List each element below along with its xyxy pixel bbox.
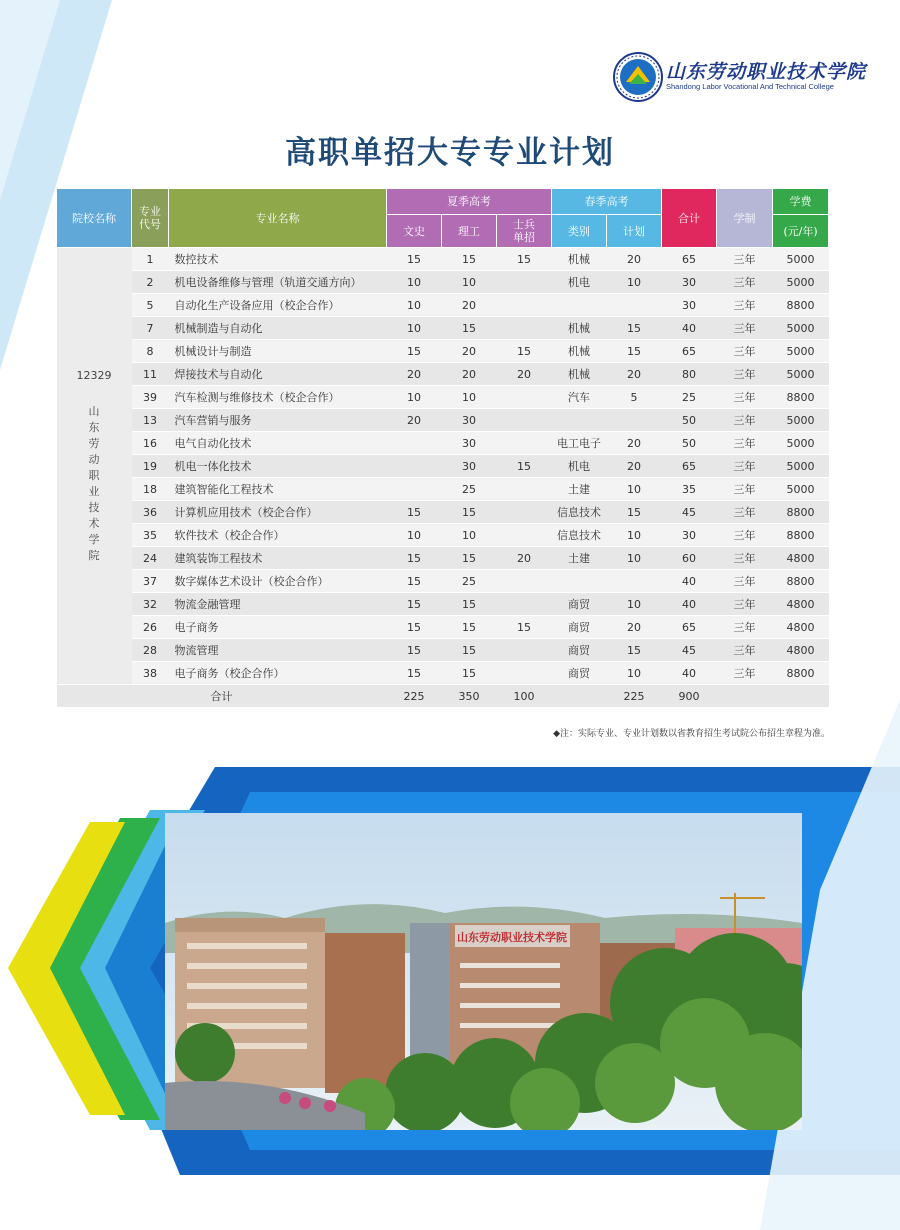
header-years: 学制 (717, 189, 773, 248)
cell-soldier (497, 501, 552, 524)
table-body (57, 248, 829, 708)
cell-years: 三年 (717, 340, 773, 363)
cell-arts: 20 (387, 409, 442, 432)
cell-soldier (497, 271, 552, 294)
cell-name: 机电设备维修与管理（轨道交通方向） (169, 271, 387, 294)
cell-name: 建筑智能化工程技术 (169, 478, 387, 501)
header-fee: 学费 (773, 189, 829, 215)
cell-category: 汽车 (552, 386, 607, 409)
table-row (57, 616, 829, 639)
table-row (57, 524, 829, 547)
cell-total: 65 (662, 340, 717, 363)
cell-science: 10 (442, 386, 497, 409)
cell-arts: 15 (387, 248, 442, 271)
cell-name: 机械制造与自动化 (169, 317, 387, 340)
cell-science: 30 (442, 409, 497, 432)
cell-total: 30 (662, 524, 717, 547)
cell-arts: 15 (387, 547, 442, 570)
cell-years: 三年 (717, 639, 773, 662)
cell-name: 数字媒体艺术设计（校企合作） (169, 570, 387, 593)
cell-plan (607, 409, 662, 432)
header-summer-arts: 文史 (387, 215, 442, 248)
cell-plan: 15 (607, 501, 662, 524)
cell-arts (387, 478, 442, 501)
cell-plan: 15 (607, 639, 662, 662)
cell-code: 7 (132, 317, 169, 340)
header-spring-plan: 计划 (607, 215, 662, 248)
cell-category: 机械 (552, 340, 607, 363)
cell-category (552, 409, 607, 432)
cell-fee: 5000 (773, 340, 829, 363)
cell-years: 三年 (717, 570, 773, 593)
school-cell (57, 248, 132, 685)
cell-category: 土建 (552, 478, 607, 501)
cell-fee: 5000 (773, 478, 829, 501)
cell-science: 15 (442, 616, 497, 639)
table-row (57, 478, 829, 501)
cell-soldier: 15 (497, 455, 552, 478)
cell-plan: 10 (607, 593, 662, 616)
cell-plan: 20 (607, 363, 662, 386)
cell-soldier: 15 (497, 616, 552, 639)
cell-code: 13 (132, 409, 169, 432)
cell-total: 30 (662, 294, 717, 317)
cell-name: 汽车检测与维修技术（校企合作） (169, 386, 387, 409)
total-soldier: 100 (497, 685, 552, 708)
cell-soldier (497, 570, 552, 593)
cell-soldier: 15 (497, 340, 552, 363)
cell-name: 物流金融管理 (169, 593, 387, 616)
campus-photo (165, 813, 802, 1130)
cell-category: 机械 (552, 248, 607, 271)
cell-name: 软件技术（校企合作） (169, 524, 387, 547)
cell-years: 三年 (717, 616, 773, 639)
cell-science: 15 (442, 501, 497, 524)
total-empty (773, 685, 829, 708)
cell-arts: 15 (387, 593, 442, 616)
header-total: 合计 (662, 189, 717, 248)
cell-code: 24 (132, 547, 169, 570)
total-plan: 225 (607, 685, 662, 708)
header-spring: 春季高考 (552, 189, 662, 215)
total-arts: 225 (387, 685, 442, 708)
cell-total: 45 (662, 639, 717, 662)
cell-category: 机电 (552, 271, 607, 294)
cell-science: 25 (442, 478, 497, 501)
total-label: 合计 (57, 685, 387, 708)
cell-soldier: 20 (497, 547, 552, 570)
cell-soldier (497, 524, 552, 547)
major-plan-table (56, 188, 829, 708)
cell-name: 建筑装饰工程技术 (169, 547, 387, 570)
cell-category: 商贸 (552, 662, 607, 685)
cell-code: 26 (132, 616, 169, 639)
cell-name: 数控技术 (169, 248, 387, 271)
page-title: 高职单招大专专业计划 (285, 135, 615, 171)
cell-science: 15 (442, 317, 497, 340)
header-summer: 夏季高考 (387, 189, 552, 215)
table-row (57, 271, 829, 294)
cell-fee: 4800 (773, 639, 829, 662)
cell-plan: 20 (607, 248, 662, 271)
cell-arts: 15 (387, 570, 442, 593)
total-empty (717, 685, 773, 708)
cell-years: 三年 (717, 409, 773, 432)
table-row (57, 248, 829, 271)
cell-years: 三年 (717, 317, 773, 340)
cell-arts (387, 455, 442, 478)
cell-code: 37 (132, 570, 169, 593)
cell-name: 电子商务 (169, 616, 387, 639)
cell-arts: 10 (387, 271, 442, 294)
cell-fee: 5000 (773, 455, 829, 478)
table-row (57, 570, 829, 593)
college-name-cn: 山东劳动职业技术学院 (666, 61, 867, 83)
table-row (57, 294, 829, 317)
cell-name: 计算机应用技术（校企合作） (169, 501, 387, 524)
cell-category: 电工电子 (552, 432, 607, 455)
cell-plan: 15 (607, 317, 662, 340)
header-code-label: 专业代号 (139, 205, 161, 231)
cell-plan (607, 570, 662, 593)
cell-fee: 4800 (773, 547, 829, 570)
cell-fee: 4800 (773, 593, 829, 616)
cell-category: 机械 (552, 317, 607, 340)
cell-code: 16 (132, 432, 169, 455)
cell-soldier: 20 (497, 363, 552, 386)
totals-row (57, 685, 829, 708)
header-fee-unit: (元/年) (773, 215, 829, 248)
cell-name: 机械设计与制造 (169, 340, 387, 363)
cell-total: 50 (662, 432, 717, 455)
cell-years: 三年 (717, 432, 773, 455)
cell-science: 10 (442, 271, 497, 294)
cell-name: 电气自动化技术 (169, 432, 387, 455)
cell-code: 5 (132, 294, 169, 317)
cell-total: 65 (662, 616, 717, 639)
cell-code: 28 (132, 639, 169, 662)
cell-code: 19 (132, 455, 169, 478)
cell-soldier (497, 317, 552, 340)
cell-plan: 20 (607, 455, 662, 478)
cell-soldier (497, 294, 552, 317)
cell-arts: 15 (387, 340, 442, 363)
campus-photo-illustration (165, 813, 802, 1130)
cell-code: 11 (132, 363, 169, 386)
header-summer-soldier (497, 215, 552, 248)
cell-fee: 5000 (773, 409, 829, 432)
cell-code: 36 (132, 501, 169, 524)
cell-name: 焊接技术与自动化 (169, 363, 387, 386)
cell-years: 三年 (717, 294, 773, 317)
cell-fee: 8800 (773, 501, 829, 524)
college-logo-icon (613, 52, 663, 102)
cell-category: 信息技术 (552, 524, 607, 547)
cell-soldier (497, 386, 552, 409)
cell-plan (607, 294, 662, 317)
cell-total: 40 (662, 317, 717, 340)
footnote: ◆注：实际专业、专业计划数以省教育招生考试院公布招生章程为准。 (553, 729, 830, 739)
cell-code: 18 (132, 478, 169, 501)
cell-category: 机电 (552, 455, 607, 478)
cell-total: 45 (662, 501, 717, 524)
cell-soldier (497, 409, 552, 432)
cell-years: 三年 (717, 271, 773, 294)
header-school: 院校名称 (57, 189, 132, 248)
cell-arts: 10 (387, 317, 442, 340)
cell-arts: 10 (387, 294, 442, 317)
cell-fee: 8800 (773, 570, 829, 593)
cell-years: 三年 (717, 478, 773, 501)
total-total: 900 (662, 685, 717, 708)
cell-years: 三年 (717, 501, 773, 524)
cell-fee: 4800 (773, 616, 829, 639)
cell-total: 60 (662, 547, 717, 570)
cell-science: 25 (442, 570, 497, 593)
cell-total: 25 (662, 386, 717, 409)
cell-total: 65 (662, 455, 717, 478)
cell-soldier (497, 478, 552, 501)
cell-fee: 5000 (773, 271, 829, 294)
cell-years: 三年 (717, 524, 773, 547)
header-code (132, 189, 169, 248)
college-name-en: Shandong Labor Vocational And Technical College (666, 82, 834, 91)
cell-science: 30 (442, 455, 497, 478)
cell-science: 20 (442, 363, 497, 386)
table-row (57, 662, 829, 685)
cell-code: 2 (132, 271, 169, 294)
cell-fee: 5000 (773, 248, 829, 271)
cell-code: 1 (132, 248, 169, 271)
cell-years: 三年 (717, 662, 773, 685)
cell-total: 40 (662, 593, 717, 616)
cell-category (552, 570, 607, 593)
cell-category: 土建 (552, 547, 607, 570)
table-row (57, 340, 829, 363)
cell-total: 40 (662, 570, 717, 593)
cell-fee: 5000 (773, 432, 829, 455)
cell-total: 80 (662, 363, 717, 386)
cell-name: 自动化生产设备应用（校企合作） (169, 294, 387, 317)
cell-name: 汽车营销与服务 (169, 409, 387, 432)
cell-arts: 15 (387, 501, 442, 524)
cell-years: 三年 (717, 363, 773, 386)
table-row (57, 363, 829, 386)
cell-code: 35 (132, 524, 169, 547)
cell-fee: 5000 (773, 317, 829, 340)
cell-total: 65 (662, 248, 717, 271)
cell-name: 物流管理 (169, 639, 387, 662)
cell-plan: 10 (607, 271, 662, 294)
cell-arts: 10 (387, 386, 442, 409)
table-row (57, 432, 829, 455)
cell-plan: 10 (607, 662, 662, 685)
table-row (57, 386, 829, 409)
cell-code: 38 (132, 662, 169, 685)
cell-code: 39 (132, 386, 169, 409)
cell-years: 三年 (717, 547, 773, 570)
cell-science: 15 (442, 662, 497, 685)
cell-plan: 5 (607, 386, 662, 409)
cell-years: 三年 (717, 386, 773, 409)
cell-total: 30 (662, 271, 717, 294)
cell-soldier (497, 662, 552, 685)
cell-category (552, 294, 607, 317)
cell-soldier (497, 639, 552, 662)
table-row (57, 409, 829, 432)
cell-name: 电子商务（校企合作） (169, 662, 387, 685)
cell-code: 8 (132, 340, 169, 363)
school-name: 山东劳动职业技术学院 (88, 404, 100, 562)
cell-fee: 8800 (773, 386, 829, 409)
table-row (57, 639, 829, 662)
cell-fee: 8800 (773, 294, 829, 317)
table-row (57, 593, 829, 616)
cell-science: 20 (442, 294, 497, 317)
cell-fee: 8800 (773, 662, 829, 685)
cell-category: 信息技术 (552, 501, 607, 524)
cell-category: 商贸 (552, 616, 607, 639)
table-row (57, 547, 829, 570)
cell-science: 20 (442, 340, 497, 363)
cell-science: 15 (442, 639, 497, 662)
header-summer-science: 理工 (442, 215, 497, 248)
cell-total: 40 (662, 662, 717, 685)
cell-fee: 5000 (773, 363, 829, 386)
cell-plan: 15 (607, 340, 662, 363)
cell-arts: 15 (387, 616, 442, 639)
cell-plan: 20 (607, 616, 662, 639)
cell-years: 三年 (717, 455, 773, 478)
cell-name: 机电一体化技术 (169, 455, 387, 478)
header-summer-soldier-label: 士兵单招 (513, 218, 535, 244)
cell-science: 15 (442, 547, 497, 570)
cell-years: 三年 (717, 248, 773, 271)
cell-arts: 10 (387, 524, 442, 547)
cell-total: 35 (662, 478, 717, 501)
header-spring-category: 类别 (552, 215, 607, 248)
cell-years: 三年 (717, 593, 773, 616)
cell-soldier: 15 (497, 248, 552, 271)
cell-arts (387, 432, 442, 455)
header-major: 专业名称 (169, 189, 387, 248)
cell-category: 商贸 (552, 639, 607, 662)
table-row (57, 501, 829, 524)
cell-code: 32 (132, 593, 169, 616)
table-row (57, 455, 829, 478)
cell-total: 50 (662, 409, 717, 432)
cell-category: 商贸 (552, 593, 607, 616)
cell-science: 30 (442, 432, 497, 455)
cell-category: 机械 (552, 363, 607, 386)
cell-soldier (497, 432, 552, 455)
cell-plan: 10 (607, 547, 662, 570)
cell-arts: 15 (387, 639, 442, 662)
cell-plan: 20 (607, 432, 662, 455)
cell-science: 15 (442, 248, 497, 271)
cell-arts: 20 (387, 363, 442, 386)
cell-science: 15 (442, 593, 497, 616)
cell-plan: 10 (607, 524, 662, 547)
cell-soldier (497, 593, 552, 616)
cell-science: 10 (442, 524, 497, 547)
table-row (57, 317, 829, 340)
total-empty (552, 685, 607, 708)
cell-fee: 8800 (773, 524, 829, 547)
school-code: 12329 (76, 368, 112, 382)
campus-sign-text: 山东劳动职业技术学院 (457, 931, 567, 944)
cell-arts: 15 (387, 662, 442, 685)
cell-plan: 10 (607, 478, 662, 501)
total-science: 350 (442, 685, 497, 708)
